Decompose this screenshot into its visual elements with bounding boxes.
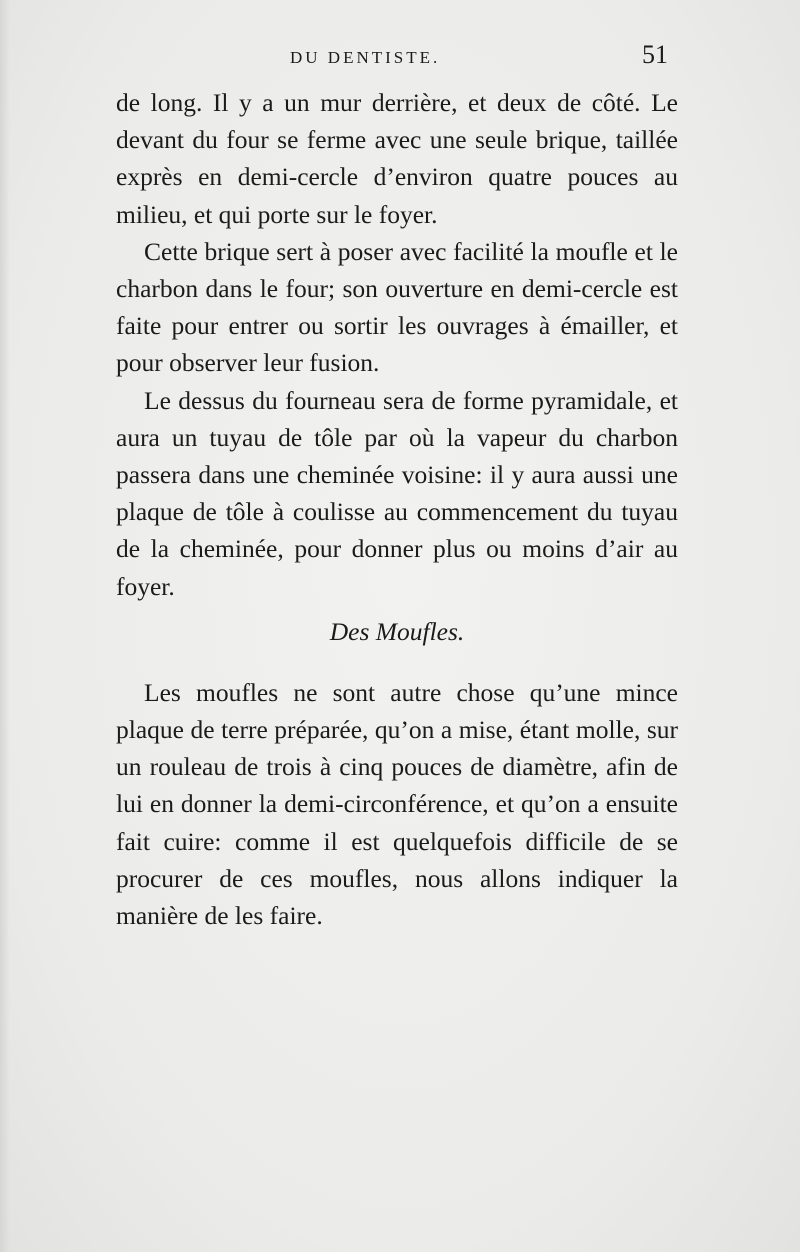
- body-text: [116, 84, 678, 934]
- paragraph-1: de long. Il y a un mur derrière, et deux de côté. Le devant du four se ferme avec une seule brique, taillée exprès en demi-cercle d’environ quatre pouces au milieu, et qui porte sur le foyer.: [116, 88, 678, 229]
- page-edge-shadow: [0, 0, 10, 1252]
- section-heading: Des Moufles.: [329, 616, 465, 646]
- paragraph-3: Le dessus du fourneau sera de forme pyramidale, et aura un tuyau de tôle par où la vapeur du charbon passera dans une cheminée voisine: il y aura aussi une plaque de tôle à coulisse au commencement du tuyau de la cheminée, pour donner plus ou moins d’air au foyer.: [116, 385, 678, 601]
- running-head: DU DENTISTE.: [290, 48, 441, 67]
- page-number: 51: [642, 40, 668, 69]
- paragraph-2: Cette brique sert à poser avec facilité la moufle et le charbon dans le four; son ouverture en demi-cercle est faite pour entrer ou sortir les ouvrages à émailler, et pour observer leur fusion.: [116, 236, 678, 378]
- paragraph-4: Les moufles ne sont autre chose qu’une mince plaque de terre préparée, qu’on a mise, étant molle, sur un rouleau de trois à cinq pouces de diamètre, afin de lui en donner la demi-circonférence, et qu’on a ensuite fait cuire: comme il est quelquefois difficile de se procurer de ces moufles, nous allons indiquer la manière de les faire.: [116, 677, 678, 931]
